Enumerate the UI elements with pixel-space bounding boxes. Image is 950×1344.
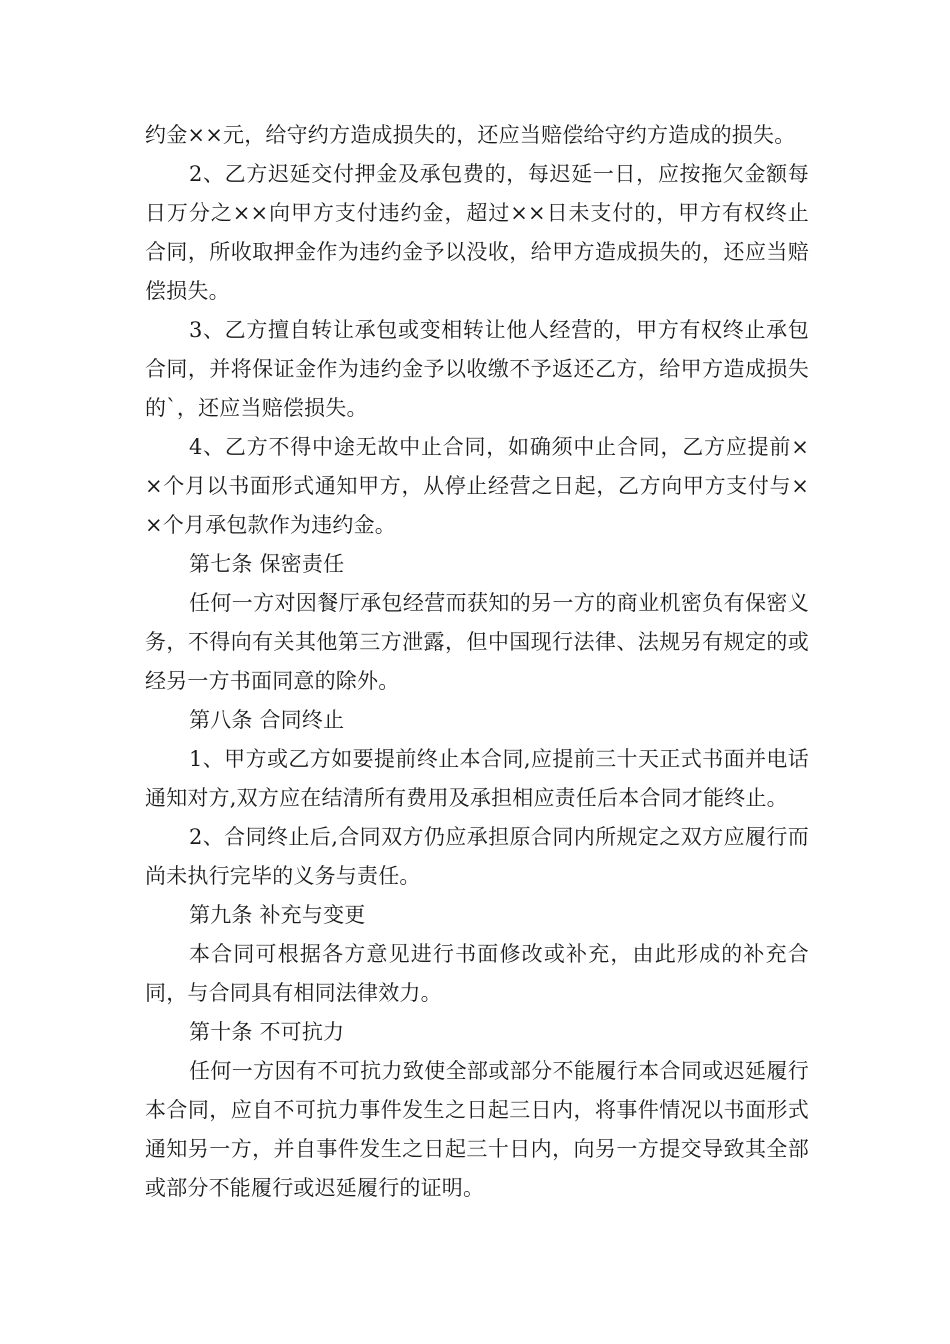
- section-heading-article-9: 第九条 补充与变更: [189, 903, 366, 927]
- paragraph-clause-3-unauthorized-transfer: 3、乙方擅自转让承包或变相转让他人经营的，甲方有权终止承包合同，并将保证金作为违约金予以收缴不予返还乙方，给甲方造成损失的`，还应当赔偿损失。: [145, 318, 809, 420]
- paragraph-clause-2-late-payment: 2、乙方迟延交付押金及承包费的，每迟延一日，应按拖欠金额每日万分之××向甲方支付违约金，超过××日未支付的，甲方有权终止合同，所收取押金作为违约金予以没收，给甲方造成损失的，还应当赔偿损失。: [145, 162, 809, 303]
- paragraph-termination-2: 2、合同终止后,合同双方仍应承担原合同内所规定之双方应履行而尚未执行完毕的义务与责任。: [145, 825, 809, 888]
- document-body: [145, 116, 809, 1208]
- section-heading-article-7: 第七条 保密责任: [189, 552, 345, 576]
- section-heading-article-8: 第八条 合同终止: [189, 708, 345, 732]
- paragraph-confidentiality: 任何一方对因餐厅承包经营而获知的另一方的商业机密负有保密义务，不得向有关其他第三方泄露，但中国现行法律、法规另有规定的或经另一方书面同意的除外。: [145, 591, 809, 693]
- paragraph-amendment: 本合同可根据各方意见进行书面修改或补充，由此形成的补充合同，与合同具有相同法律效力。: [145, 942, 809, 1005]
- paragraph-termination-1: 1、甲方或乙方如要提前终止本合同,应提前三十天正式书面并电话通知对方,双方应在结清所有费用及承担相应责任后本合同才能终止。: [145, 747, 809, 810]
- paragraph-force-majeure: 任何一方因有不可抗力致使全部或部分不能履行本合同或迟延履行本合同，应自不可抗力事件发生之日起三日内，将事件情况以书面形式通知另一方，并自事件发生之日起三十日内，向另一方提交导致其全部或部分不能履行或迟延履行的证明。: [145, 1059, 809, 1200]
- section-heading-article-10: 第十条 不可抗力: [189, 1020, 345, 1044]
- paragraph-clause-4-early-termination: 4、乙方不得中途无故中止合同，如确须中止合同，乙方应提前××个月以书面形式通知甲方，从停止经营之日起，乙方向甲方支付与××个月承包款作为违约金。: [145, 435, 809, 537]
- paragraph-penalty-continued: 约金××元，给守约方造成损失的，还应当赔偿给守约方造成的损失。: [145, 123, 796, 147]
